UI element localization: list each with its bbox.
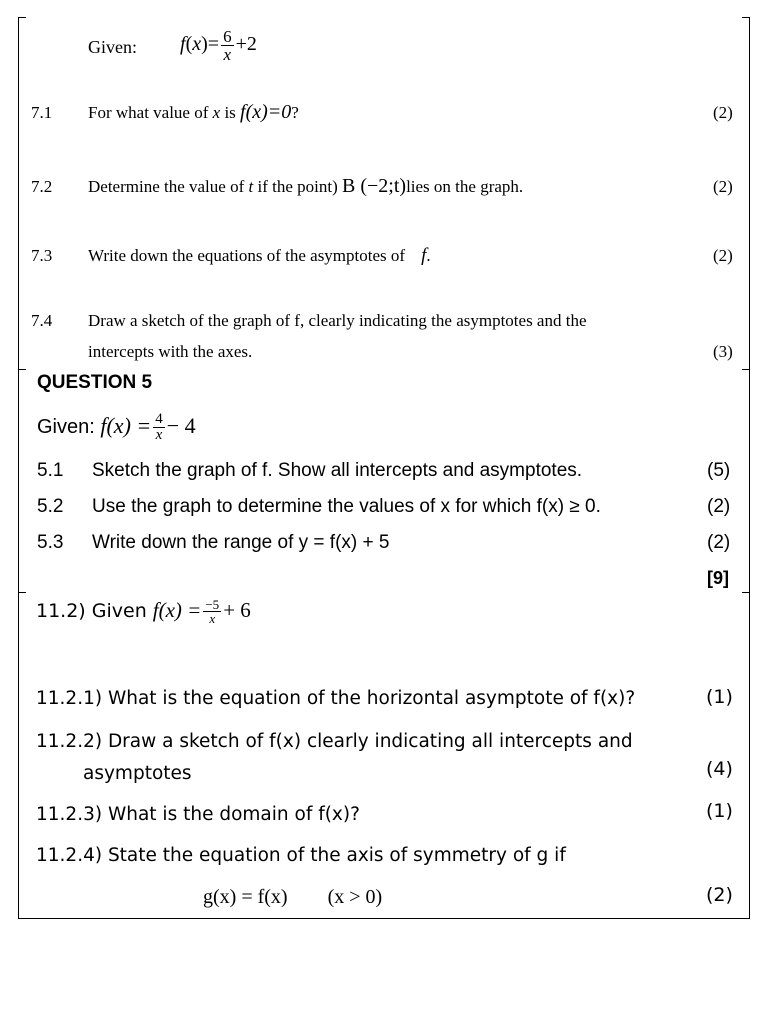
question-text: For what value of x is f(x)=0? (88, 101, 299, 123)
marks: (2) (713, 103, 733, 122)
frame-right-line (749, 17, 750, 370)
marks: (3) (713, 342, 733, 361)
question-title: QUESTION 5 (37, 372, 153, 393)
question-number: 5.3 (37, 532, 64, 553)
question-text-line2: asymptotes (83, 763, 192, 784)
marks: (2) (713, 177, 733, 196)
frame-right-line (749, 370, 750, 592)
question-text-line2: intercepts with the axes. (88, 342, 253, 361)
marks: (2) (706, 884, 733, 906)
frame-left-line (18, 370, 19, 592)
question-number: 7.2 (31, 177, 53, 196)
marks: (5) (707, 460, 731, 481)
frame-right-line (749, 592, 750, 919)
given-formula: f(x)= $\frac{6}{x}$ +2 (180, 27, 257, 64)
question-number: 5.1 (37, 460, 64, 481)
frame-corner (18, 369, 26, 370)
question-number: 7.3 (31, 246, 53, 265)
marks: (2) (707, 532, 731, 553)
given-formula: 11.2) Given f(x) = $\frac{-5}{x}$ + 6 (36, 597, 251, 626)
question-number: 7.4 (31, 311, 53, 330)
frame-left-line (18, 17, 19, 370)
given-label: Given: (88, 37, 137, 57)
question-text-line1: 11.2.2) Draw a sketch of f(x) clearly indicating all intercepts and (36, 731, 633, 752)
sub-condition: g(x) = f(x) (x > 0) (203, 886, 383, 908)
question-text: 11.2.4) State the equation of the axis of symmetry of g if (36, 845, 566, 866)
question-text: 11.2.1) What is the equation of the horizontal asymptote of f(x)? (36, 688, 636, 709)
total-marks: [9] (707, 568, 729, 588)
frame-bottom-line (18, 918, 750, 919)
marks: (4) (706, 758, 733, 780)
marks: (2) (713, 246, 733, 265)
frame-corner (18, 592, 26, 593)
question-number: 5.2 (37, 496, 64, 517)
marks: (1) (706, 686, 733, 708)
frame-corner (18, 17, 26, 18)
given-formula: Given: f(x) = $\frac{4}{x}$ − 4 (37, 411, 196, 443)
question-text: Write down the equations of the asymptotes of f. (88, 245, 431, 266)
question-text: Use the graph to determine the values of x for which f(x) ≥ 0. (92, 496, 601, 517)
question-text: Sketch the graph of f. Show all intercepts and asymptotes. (92, 460, 583, 481)
question-number: 7.1 (31, 103, 53, 122)
question-text: Determine the value of t if the point) B (−2;t)lies on the graph. (88, 175, 524, 197)
question-text: Write down the range of y = f(x) + 5 (92, 532, 390, 553)
marks: (2) (707, 496, 731, 517)
question-text-line1: Draw a sketch of the graph of f, clearly indicating the asymptotes and the (88, 311, 587, 330)
marks: (1) (706, 800, 733, 822)
question-text: 11.2.3) What is the domain of f(x)? (36, 804, 360, 825)
frame-left-line (18, 592, 19, 919)
